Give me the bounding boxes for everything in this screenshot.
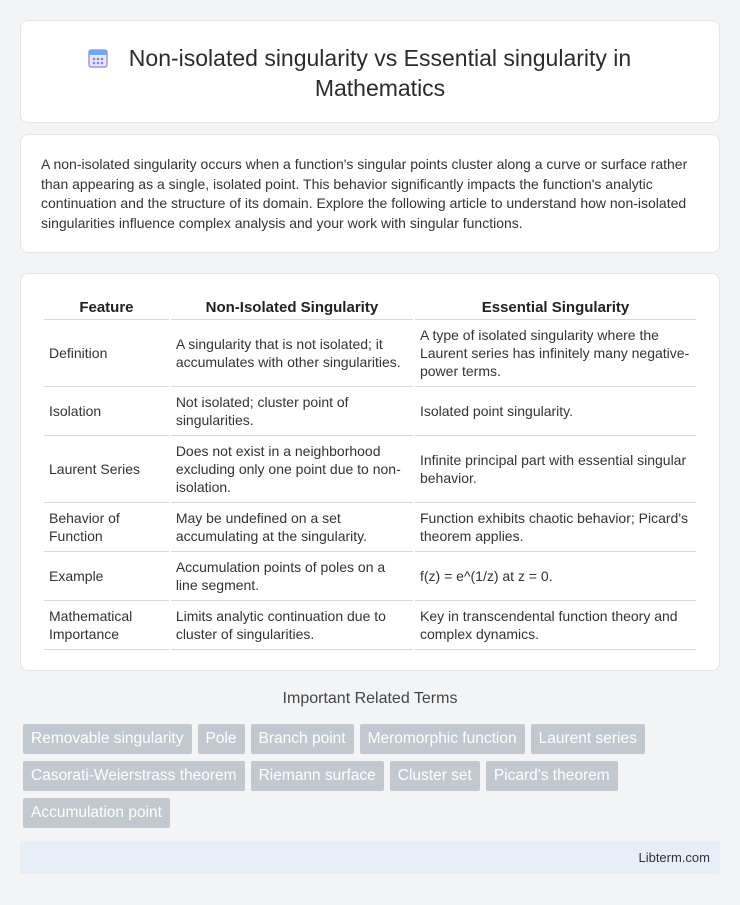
footer <box>20 841 720 874</box>
table-cell: Function exhibits chaotic behavior; Picard's theorem applies. <box>415 503 696 552</box>
related-term-tag[interactable]: Branch point <box>251 724 354 754</box>
table-row <box>44 436 696 503</box>
related-terms-list <box>23 724 683 828</box>
table-cell: f(z) = e^(1/z) at z = 0. <box>415 552 696 601</box>
table-cell: Example <box>44 552 169 601</box>
related-term-tag[interactable]: Removable singularity <box>23 724 192 754</box>
table-cell: Limits analytic continuation due to cluster of singularities. <box>171 601 413 650</box>
table-cell: Accumulation points of poles on a line segment. <box>171 552 413 601</box>
related-term-tag[interactable]: Riemann surface <box>251 761 384 791</box>
table-cell: Infinite principal part with essential singular behavior. <box>415 436 696 503</box>
table-cell: A type of isolated singularity where the Laurent series has infinitely many negative-power terms. <box>415 320 696 387</box>
related-term-tag[interactable]: Meromorphic function <box>360 724 525 754</box>
table-cell: A singularity that is not isolated; it accumulates with other singularities. <box>171 320 413 387</box>
header-non-isolated: Non-Isolated Singularity <box>171 296 413 320</box>
table-cell: Does not exist in a neighborhood excluding only one point due to non-isolation. <box>171 436 413 503</box>
table-cell: Behavior of Function <box>44 503 169 552</box>
table-row <box>44 601 696 650</box>
intro-paragraph: A non-isolated singularity occurs when a function's singular points cluster along a curve or surface rather than appearing as a single, isolated point. This behavior significantly impacts the function's analytic continuation and the structure of its domain. Explore the following article to understand how non-isolated singularities influence complex analysis and your work with singular functions. <box>41 156 688 231</box>
related-term-tag[interactable]: Accumulation point <box>23 798 170 828</box>
table-row <box>44 320 696 387</box>
header-essential: Essential Singularity <box>415 296 696 320</box>
table-row <box>44 503 696 552</box>
related-term-tag[interactable]: Picard's theorem <box>486 761 618 791</box>
table-row <box>44 552 696 601</box>
footer-site-link[interactable]: Libterm.com <box>638 850 710 865</box>
related-term-tag[interactable]: Pole <box>198 724 245 754</box>
page-title: Non-isolated singularity vs Essential singularity in Mathematics <box>128 45 632 101</box>
intro-card <box>20 134 720 253</box>
comparison-table-card <box>20 273 720 671</box>
table-cell: Isolated point singularity. <box>415 387 696 436</box>
table-cell: Definition <box>44 320 169 387</box>
table-cell: May be undefined on a set accumulating at the singularity. <box>171 503 413 552</box>
title-card <box>20 20 720 123</box>
related-term-tag[interactable]: Cluster set <box>390 761 480 791</box>
table-cell: Not isolated; cluster point of singularities. <box>171 387 413 436</box>
table-cell: Isolation <box>44 387 169 436</box>
table-header-row <box>44 296 696 320</box>
related-terms-heading: Important Related Terms <box>282 690 458 707</box>
related-term-tag[interactable]: Laurent series <box>531 724 645 754</box>
table-row <box>44 387 696 436</box>
related-term-tag[interactable]: Casorati-Weierstrass theorem <box>23 761 245 791</box>
table-cell: Mathematical Importance <box>44 601 169 650</box>
header-feature: Feature <box>44 296 169 320</box>
table-cell: Key in transcendental function theory and complex dynamics. <box>415 601 696 650</box>
table-cell: Laurent Series <box>44 436 169 503</box>
comparison-table <box>42 296 698 650</box>
